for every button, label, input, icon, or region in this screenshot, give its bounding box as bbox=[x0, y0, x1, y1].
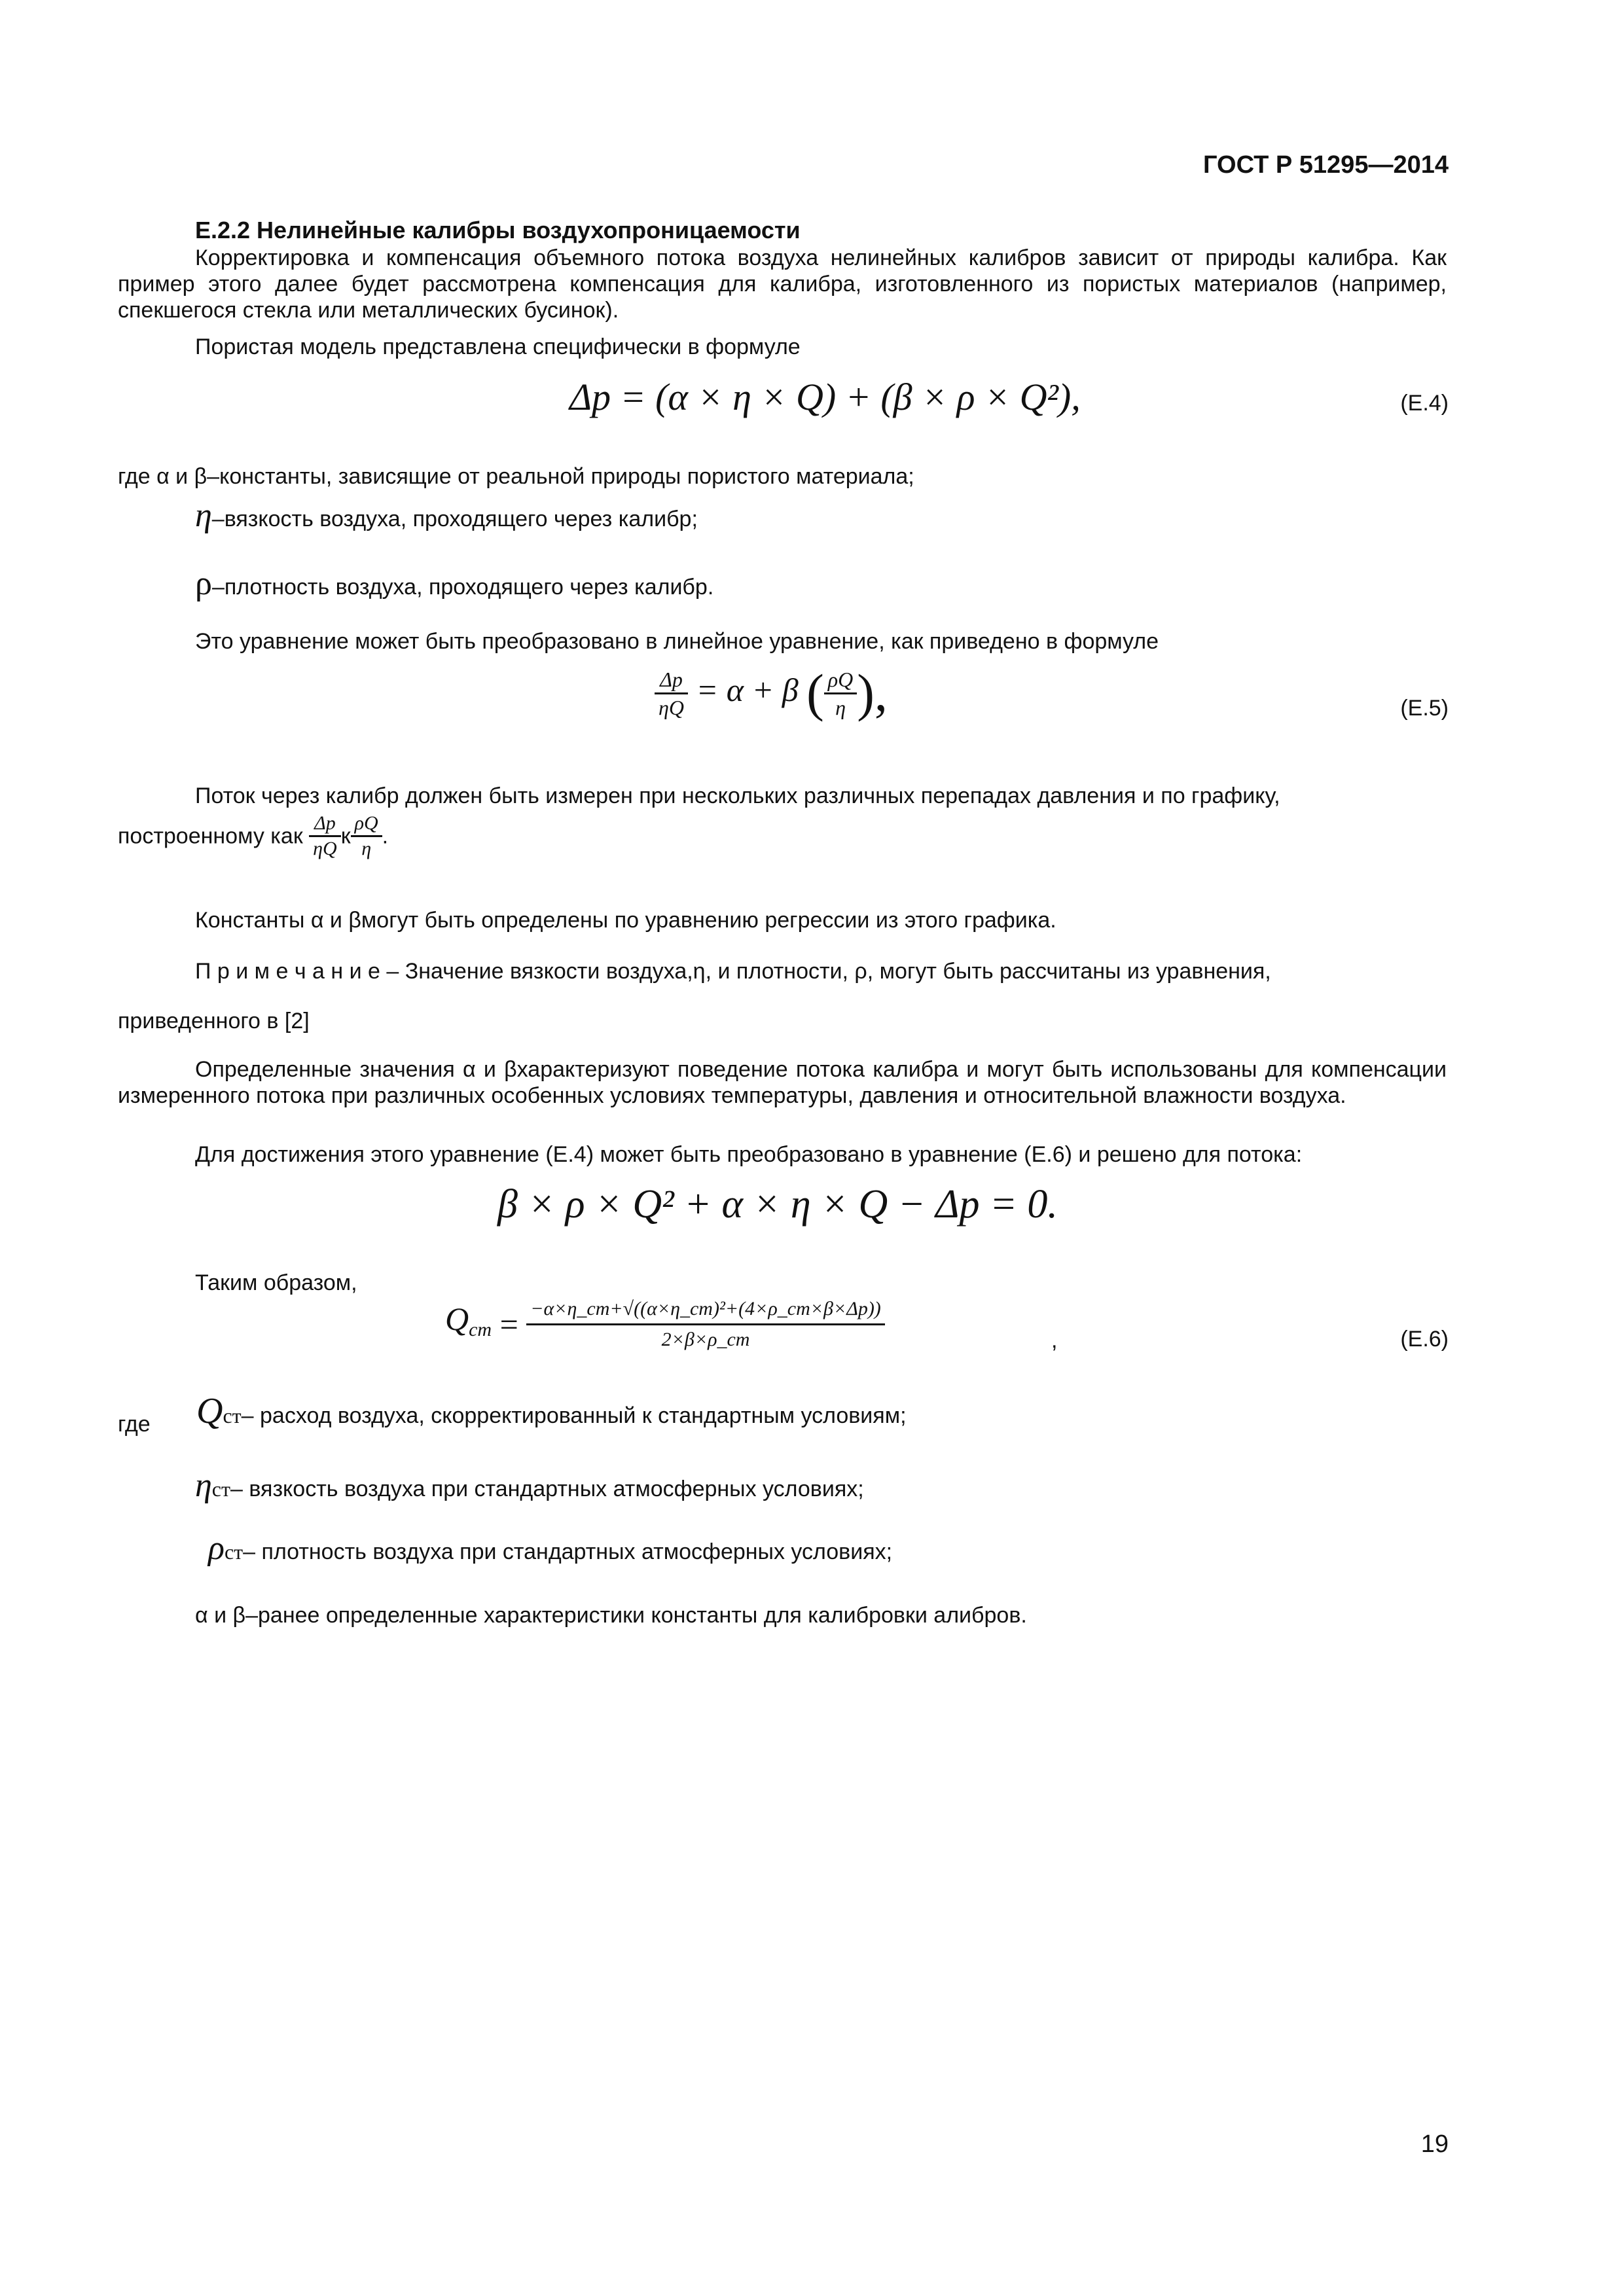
document-id: ГОСТ Р 51295—2014 bbox=[1203, 151, 1449, 179]
e5-fraction-inner: $\frac{\rho Q}{\eta}$ bbox=[824, 666, 857, 721]
paragraph-constants: Константы α и βмогут быть определены по уравнению регрессии из этого графика. bbox=[195, 908, 1056, 933]
e6-lhs: $Q_{cm}$ bbox=[445, 1300, 492, 1340]
paragraph-porous-model: Пористая модель представлена специфически в формуле bbox=[195, 334, 801, 359]
definition-eta bbox=[195, 497, 698, 534]
formula-e6-comma: , bbox=[1051, 1328, 1058, 1353]
definition-rho bbox=[195, 565, 714, 602]
formula-e5-number: (Е.5) bbox=[1400, 696, 1449, 721]
formula-e4-number: (Е.4) bbox=[1400, 391, 1449, 416]
paragraph-linear-transform: Это уравнение может быть преобразовано в линейное уравнение, как приведено в формуле bbox=[195, 629, 1159, 654]
rho-description: –плотность воздуха, проходящего через калибр. bbox=[211, 575, 714, 600]
paragraph-final: α и β–ранее определенные характеристики константы для калибровки алибров. bbox=[195, 1603, 1027, 1628]
where-label: где bbox=[118, 1412, 151, 1437]
definition-q-st: Qст– расход воздуха, скорректированный к стандартным условиям; bbox=[196, 1391, 907, 1431]
eta-symbol: η bbox=[195, 497, 212, 534]
paragraph-thus: Таким образом, bbox=[195, 1270, 357, 1295]
paragraph-flow-measure: Поток через калибр должен быть измерен при нескольких различных перепадах давления и по графику, bbox=[195, 783, 1280, 808]
eta-st-description: вязкость воздуха при стандартных атмосферных условиях; bbox=[249, 1477, 864, 1501]
e5-middle: = α + β bbox=[696, 671, 799, 708]
paragraph-transform-e6: Для достижения этого уравнение (Е.4) может быть преобразовано в уравнение (Е.6) и решено для потока: bbox=[195, 1142, 1303, 1167]
q-st-description: расход воздуха, скорректированный к стандартным условиям; bbox=[260, 1403, 907, 1428]
formula-e5: $\frac{\Delta p}{\eta Q}$ = α + β ( $\frac{\rho Q}{\eta}$ ), bbox=[655, 666, 888, 721]
plot-description: построенному как $\frac{\Delta p}{\eta Q}$ к $\frac{\rho Q}{\eta}$ . bbox=[118, 812, 389, 859]
formula-e4: Δp = (α × η × Q) + (β × ρ × Q²), bbox=[569, 376, 1081, 418]
formula-quadratic: β × ρ × Q² + α × η × Q − Δp = 0. bbox=[497, 1182, 1058, 1227]
paragraph-intro: Корректировка и компенсация объемного потока воздуха нелинейных калибров зависит от природы калибра. Как пример этого далее будет рассмотрена компенсация для калибра, изготовленного из пористых материалов (например, спекшегося стекла или металлических бусинок). bbox=[118, 245, 1447, 323]
page-number: 19 bbox=[1420, 2130, 1449, 2158]
rho-st-description: плотность воздуха при стандартных атмосферных условиях; bbox=[261, 1539, 893, 1564]
section-title: Е.2.2 Нелинейные калибры воздухопроницаемости bbox=[195, 217, 801, 243]
plot-fraction-y: $\frac{\Delta p}{\eta Q}$ bbox=[309, 812, 341, 861]
definition-rho-st: ρст– плотность воздуха при стандартных атмосферных условиях; bbox=[208, 1530, 893, 1567]
definition-eta-st: ηст– вязкость воздуха при стандартных атмосферных условиях; bbox=[195, 1467, 864, 1504]
note-text: П р и м е ч а н и е – Значение вязкости воздуха,η, и плотности, ρ, могут быть рассчитаны из уравнения, bbox=[195, 959, 1271, 984]
paragraph-determined-values: Определенные значения α и βхарактеризуют поведение потока калибра и могут быть использованы для компенсации измеренного потока при различных особенных условиях температуры, давления и относительной влажности воздуха. bbox=[118, 1057, 1447, 1108]
eta-description: –вязкость воздуха, проходящего через калибр; bbox=[211, 507, 698, 531]
plot-prefix: построенному как bbox=[118, 823, 303, 849]
definition-alpha-beta: где α и β–константы, зависящие от реальной природы пористого материала; bbox=[118, 464, 914, 489]
e6-fraction: $\frac{\text{−α×η\_cm+√((α×η\_cm)²+(4×ρ\_cm×β×Δp))}}{2\times\beta\times\rho\_cm}$ bbox=[526, 1295, 885, 1354]
rho-symbol: ρ bbox=[195, 565, 212, 602]
formula-e6: $Q_{cm}$ = $\frac{\text{−α×η\_cm+√((α×η\_cm)²+(4×ρ\_cm×β×Δp))}}{2\times\beta\times\rho\_cm}$ bbox=[445, 1295, 885, 1354]
plot-fraction-x: $\frac{\rho Q}{\eta}$ bbox=[351, 812, 382, 861]
e5-fraction-lhs: $\frac{\Delta p}{\eta Q}$ bbox=[655, 666, 688, 721]
note-continuation: приведенного в [2] bbox=[118, 1009, 310, 1033]
formula-e6-number: (Е.6) bbox=[1400, 1327, 1449, 1352]
